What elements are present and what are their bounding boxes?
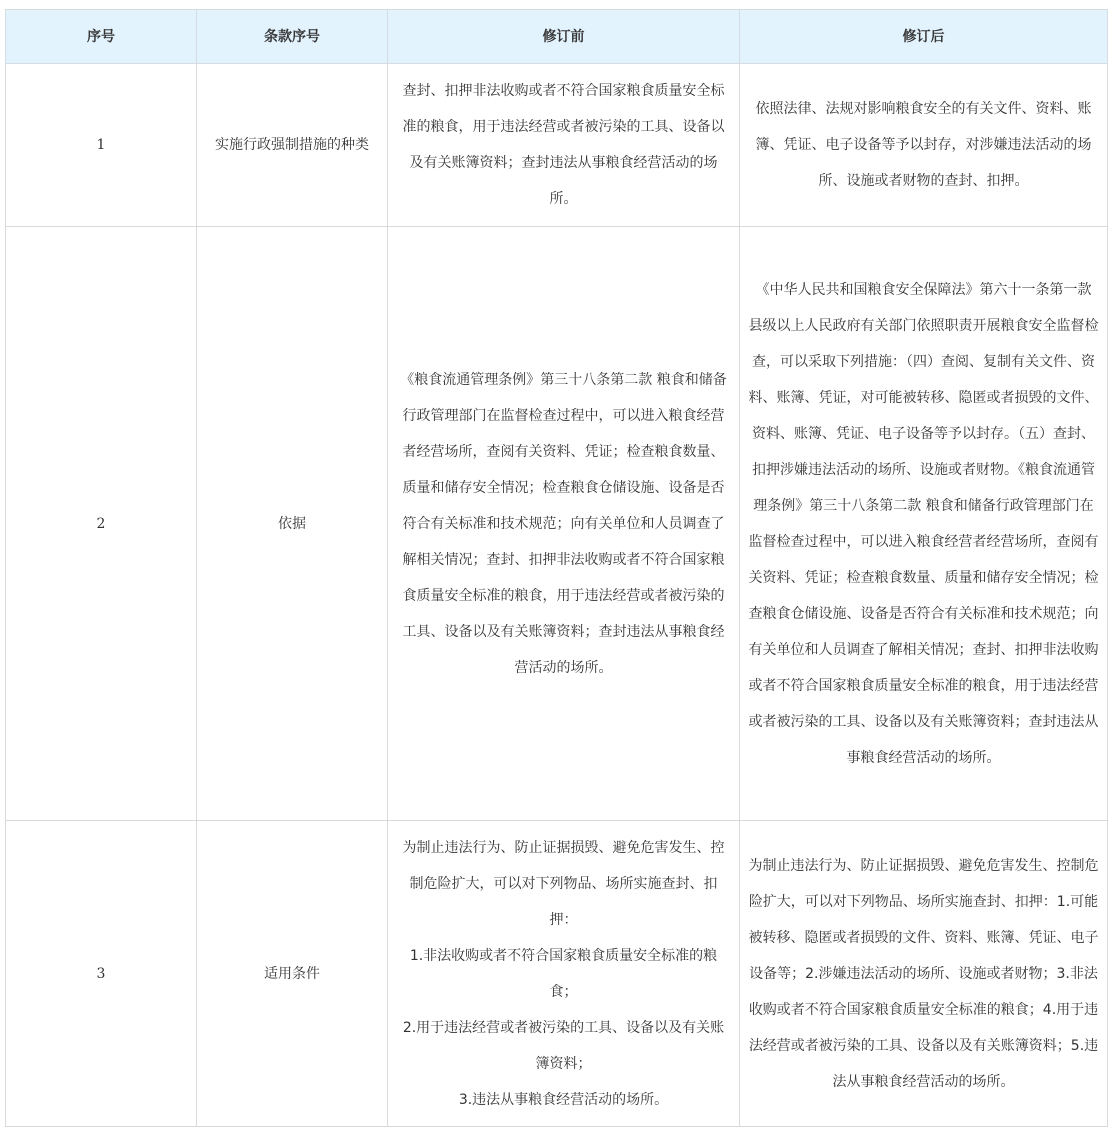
cell-clause: 依据 xyxy=(197,227,388,821)
header-clause-number: 条款序号 xyxy=(197,10,388,64)
cell-before-revision: 查封、扣押非法收购或者不符合国家粮食质量安全标准的粮食，用于违法经营或者被污染的工具、设备以及有关账簿资料；查封违法从事粮食经营活动的场所。 xyxy=(388,64,740,227)
before-intro-text: 为制止违法行为、防止证据损毁、避免危害发生、控制危险扩大，可以对下列物品、场所实施查封、扣押： xyxy=(402,839,725,928)
cell-after-revision: 《中华人民共和国粮食安全保障法》第六十一条第一款 县级以上人民政府有关部门依照职责开展粮食安全监督检查，可以采取下列措施：（四）查阅、复制有关文件、资料、账簿、凭证，对可能被转移、隐匿或者损毁的文件、资料、账簿、凭证、电子设备等予以封存。（五）查封、扣押涉嫌违法活动的场所、设施或者财物。《粮食流通管理条例》第三十八条第二款 粮食和储备行政管理部门在监督检查过程中，可以进入粮食经营者经营场所，查阅有关资料、凭证；检查粮食数量、质量和储存安全情况；检查粮食仓储设施、设备是否符合有关标准和技术规范；向有关单位和人员调查了解相关情况；查封、扣押非法收购或者不符合国家粮食质量安全标准的粮食，用于违法经营或者被污染的工具、设备以及有关账簿资料；查封违法从事粮食经营活动的场所。 xyxy=(740,227,1108,821)
cell-serial-number: 3 xyxy=(6,821,197,1127)
cell-clause: 实施行政强制措施的种类 xyxy=(197,64,388,227)
header-after-revision: 修订后 xyxy=(740,10,1108,64)
table-row xyxy=(6,821,1108,1127)
cell-serial-number: 2 xyxy=(6,227,197,821)
header-before-revision: 修订前 xyxy=(388,10,740,64)
cell-clause: 适用条件 xyxy=(197,821,388,1127)
before-list-item-3: 3.违法从事粮食经营活动的场所。 xyxy=(458,1091,669,1108)
before-list-item-2: 2.用于违法经营或者被污染的工具、设备以及有关账簿资料； xyxy=(402,1019,725,1072)
table-row xyxy=(6,227,1108,821)
revision-comparison-table xyxy=(5,9,1108,1127)
cell-after-revision: 为制止违法行为、防止证据损毁、避免危害发生、控制危险扩大，可以对下列物品、场所实施查封、扣押：1.可能被转移、隐匿或者损毁的文件、资料、账簿、凭证、电子设备等；2.涉嫌违法活动的场所、设施或者财物；3.非法收购或者不符合国家粮食质量安全标准的粮食；4.用于违法经营或者被污染的工具、设备以及有关账簿资料；5.违法从事粮食经营活动的场所。 xyxy=(740,821,1108,1127)
cell-after-revision: 依照法律、法规对影响粮食安全的有关文件、资料、账簿、凭证、电子设备等予以封存，对涉嫌违法活动的场所、设施或者财物的查封、扣押。 xyxy=(740,64,1108,227)
cell-serial-number: 1 xyxy=(6,64,197,227)
table-header-row xyxy=(6,10,1108,64)
header-serial-number: 序号 xyxy=(6,10,197,64)
cell-before-revision: 《粮食流通管理条例》第三十八条第二款 粮食和储备行政管理部门在监督检查过程中，可以进入粮食经营者经营场所，查阅有关资料、凭证；检查粮食数量、质量和储存安全情况；检查粮食仓储设施、设备是否符合有关标准和技术规范；向有关单位和人员调查了解相关情况；查封、扣押非法收购或者不符合国家粮食质量安全标准的粮食，用于违法经营或者被污染的工具、设备以及有关账簿资料；查封违法从事粮食经营活动的场所。 xyxy=(388,227,740,821)
before-list-item-1: 1.非法收购或者不符合国家粮食质量安全标准的粮食； xyxy=(409,947,718,1000)
revision-comparison-table-container xyxy=(5,9,1107,1127)
table-row xyxy=(6,64,1108,227)
cell-before-revision xyxy=(388,821,740,1127)
